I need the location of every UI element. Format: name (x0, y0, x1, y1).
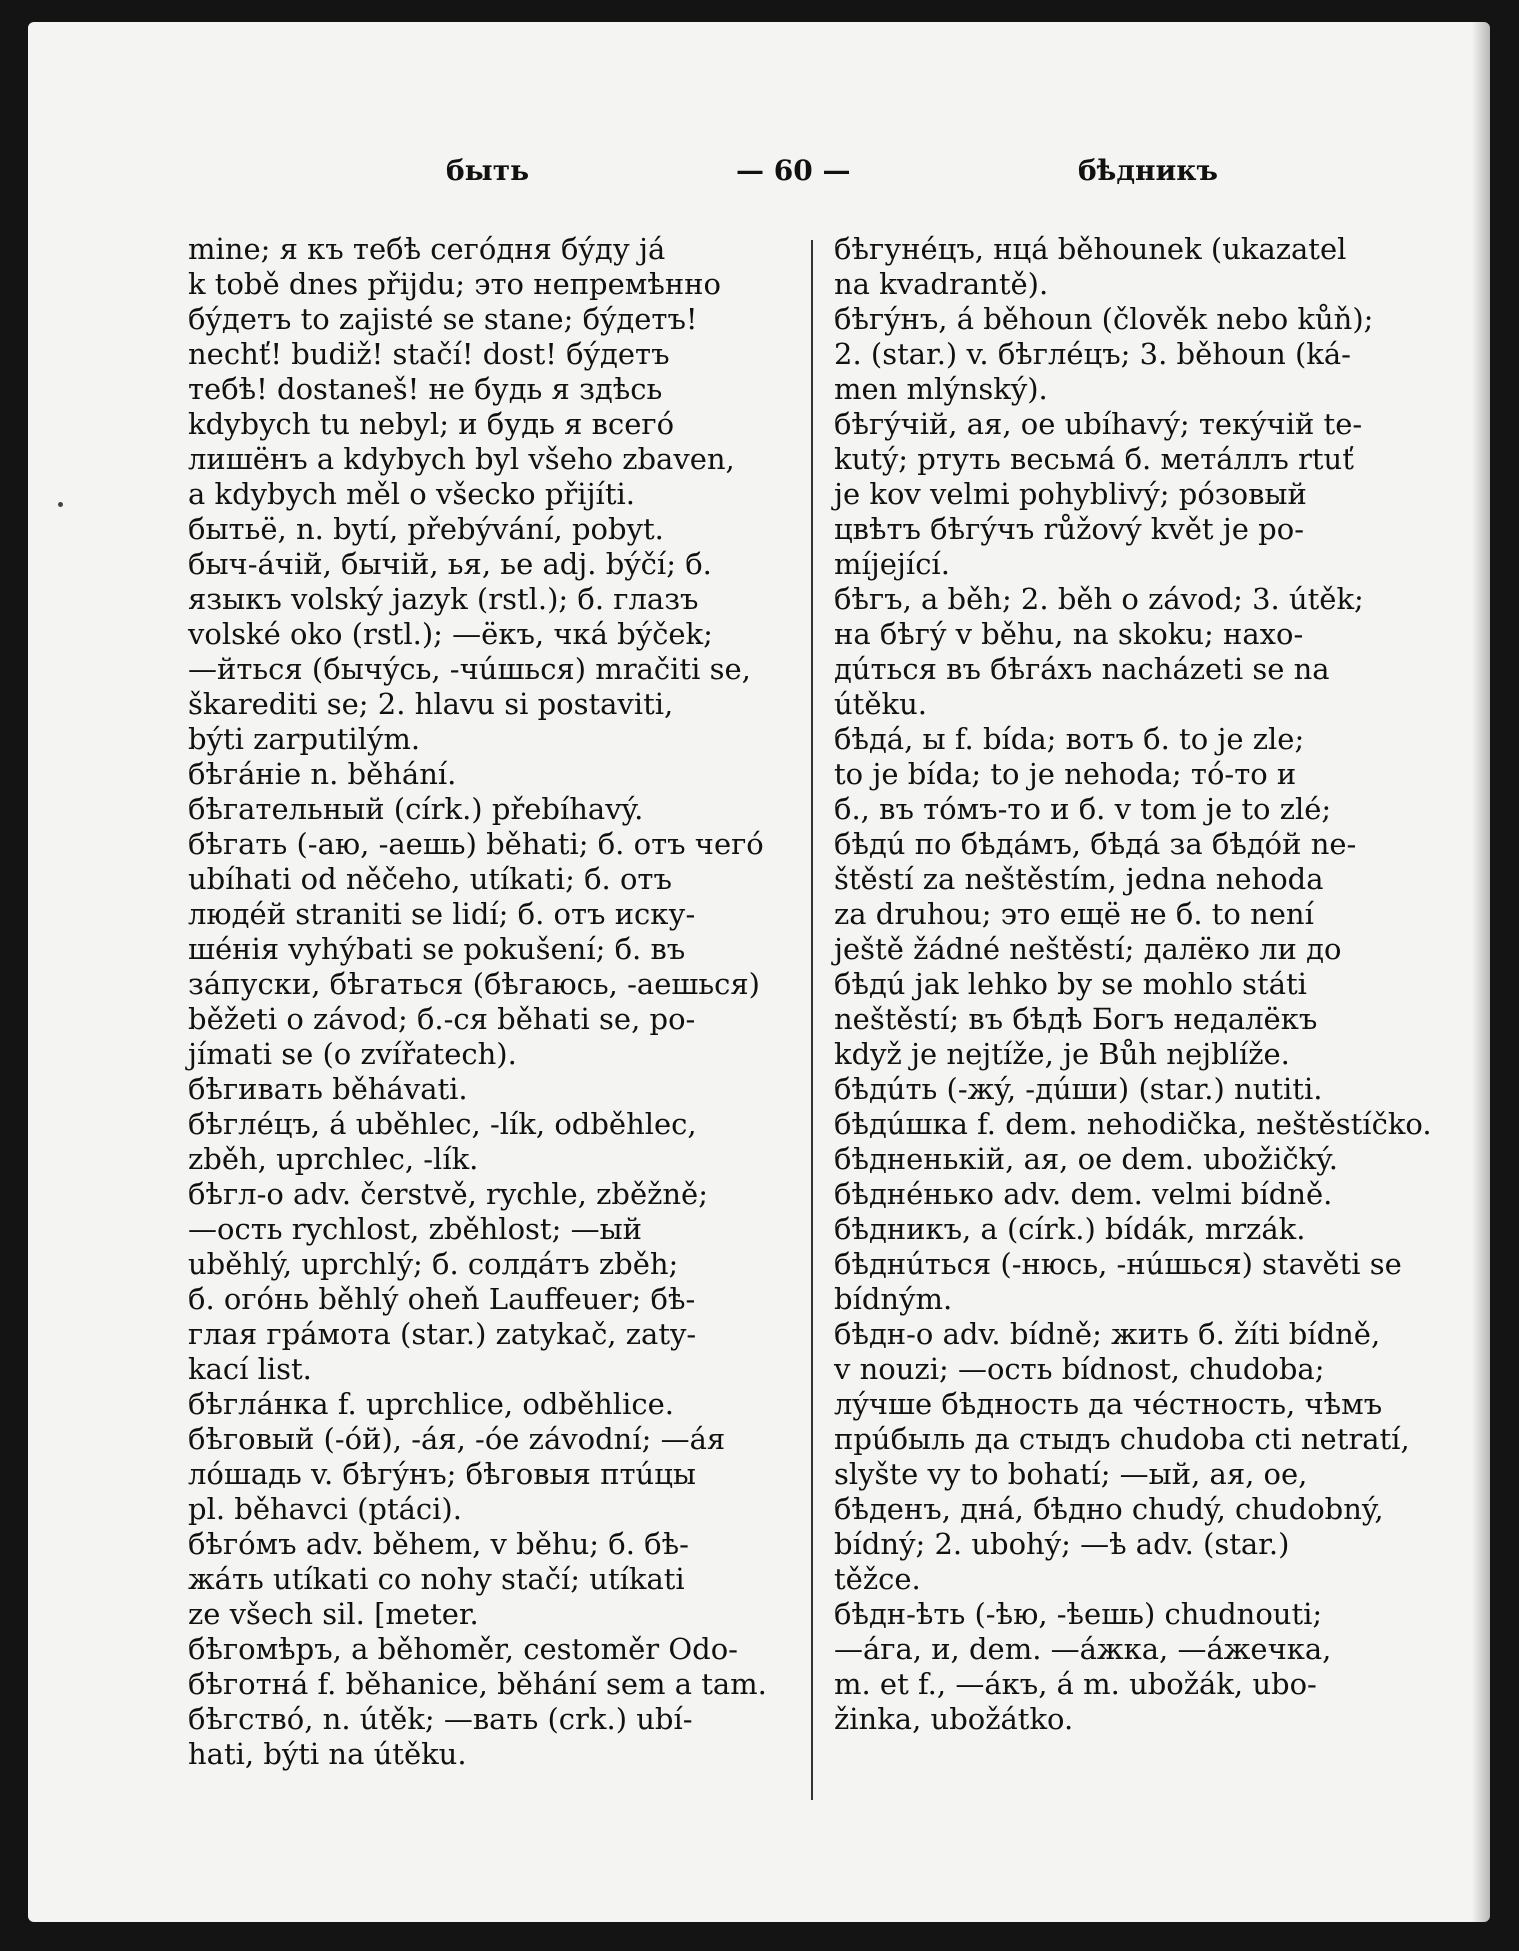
text-line: бѣгомѣръ, a běhoměr, cestoměr Odo- (188, 1632, 738, 1666)
text-line: бѣгунéцъ, нцá běhounek (ukazatel (834, 232, 1347, 266)
text-line: uběhlý, uprchlý; б. солдáтъ zběh; (188, 1247, 679, 1281)
text-line: бѣгствó, n. útěk; —вать (crk.) ubí- (188, 1702, 693, 1736)
text-line: жáть utíkati co nohy stačí; utíkati (188, 1562, 685, 1596)
text-line: 2. (star.) v. бѣглéцъ; 3. běhoun (ká- (834, 337, 1351, 371)
text-line: б., въ тóмъ-то и б. v tom je to zlé; (834, 792, 1332, 826)
text-line: je kov velmi pohyblivý; рóзовый (834, 477, 1307, 511)
text-line: to je bída; to je nehoda; тó-то и (834, 757, 1297, 791)
left-column (188, 232, 778, 1772)
text-line: bídným. (834, 1282, 953, 1316)
text-line: языкъ volský jazyk (rstl.); б. глазъ (188, 582, 699, 616)
text-line: k tobě dnes přijdu; это непремѣнно (188, 267, 721, 301)
text-line: дúться въ бѣгáхъ nacházeti se na (834, 652, 1330, 686)
text-line: бѣгóмъ adv. během, v běhu; б. бѣ- (188, 1527, 689, 1561)
text-line: бѣдúшка f. dem. nehodička, neštěstíčko. (834, 1107, 1432, 1141)
text-line: —йться (бычýсь, -чúшься) mračiti se, (188, 652, 751, 686)
text-line: když je nejtíže, je Bůh nejblíže. (834, 1037, 1290, 1071)
text-line: —ость rychlost, zběhlost; —ый (188, 1212, 642, 1246)
text-line: kací list. (188, 1352, 312, 1386)
text-line: ze všech sil. [meter. (188, 1597, 479, 1631)
column-divider (811, 240, 813, 1800)
scan-speck (58, 502, 63, 507)
text-line: бѣгýчій, ая, ое ubíhavý; текýчій te- (834, 407, 1363, 441)
text-line: бытьё, n. bytí, přebývání, pobyt. (188, 512, 664, 546)
text-line: ubíhati od něčeho, utíkati; б. отъ (188, 862, 672, 896)
text-line: бѣговый (-óй), -áя, -óе závodní; —áя (188, 1422, 726, 1456)
text-line: zběh, uprchlec, -lík. (188, 1142, 479, 1176)
text-line: slyšte vy to bohatí; —ый, ая, ое, (834, 1457, 1308, 1491)
text-line: на бѣгý v běhu, na skoku; нахо- (834, 617, 1304, 651)
text-line: бѣдн-ѣть (-ѣю, -ѣешь) chudnouti; (834, 1597, 1323, 1631)
text-line: býti zarputilým. (188, 722, 421, 756)
text-line: цвѣтъ бѣгýчъ růžový květ je po- (834, 512, 1304, 546)
page-number: — 60 — (736, 154, 851, 187)
text-line: бѣгýнъ, á běhoun (člověk nebo kůň); (834, 302, 1374, 336)
text-line: тебѣ! dostaneš! не будь я здѣсь (188, 372, 663, 406)
text-line: бѣдненькій, ая, ое dem. ubožičký. (834, 1142, 1338, 1176)
text-line: mine; я къ тебѣ сегóдня бýду já (188, 232, 666, 266)
text-line: бѣдúть (-жý, -дúши) (star.) nutiti. (834, 1072, 1323, 1106)
header-left-word: быть (446, 154, 530, 187)
text-line: быч-áчій, бычій, ья, ье adj. býčí; б. (188, 547, 712, 581)
header-right-word: бѣдникъ (1078, 154, 1218, 187)
text-line: neštěstí; въ бѣдѣ Богъ недалёкъ (834, 1002, 1318, 1036)
text-line: бѣгл-о adv. čerstvě, rychle, zběžně; (188, 1177, 708, 1211)
text-line: лóшадь v. бѣгýнъ; бѣговыя птúцы (188, 1457, 696, 1491)
text-line: лишёнъ a kdybych byl všeho zbaven, (188, 442, 735, 476)
text-line: бѣдá, ы f. bída; вотъ б. to je zle; (834, 722, 1305, 756)
text-line: бýдетъ to zajisté se stane; бýдетъ! (188, 302, 698, 336)
text-line: бѣглáнка f. uprchlice, odběhlice. (188, 1387, 674, 1421)
text-line: —áга, и, dem. —áжка, —áжечка, (834, 1632, 1332, 1666)
text-line: бѣгáніе n. běhání. (188, 757, 457, 791)
text-line: míjející. (834, 547, 950, 581)
text-line: бѣденъ, днá, бѣдно chudý, chudobný, (834, 1492, 1384, 1526)
text-line: бѣдú по бѣдáмъ, бѣдá за бѣдóй ne- (834, 827, 1357, 861)
text-line: kdybych tu nebyl; и будь я всегó (188, 407, 675, 441)
text-line: kutý; ртуть весьмá б. метáллъ rtuť (834, 442, 1354, 476)
text-line: volské oko (rstl.); —ёкъ, чкá býček; (188, 617, 713, 651)
text-line: ještě žádné neštěstí; далёко ли до (834, 932, 1342, 966)
text-line: a kdybych měl o všecko přijíti. (188, 477, 635, 511)
text-line: pl. běhavci (ptáci). (188, 1492, 462, 1526)
text-line: nechť! budiž! stačí! dost! бýдетъ (188, 337, 670, 371)
text-line: běžeti o závod; б.-ся běhati se, po- (188, 1002, 696, 1036)
text-line: бѣгательный (círk.) přebíhavý. (188, 792, 644, 826)
running-head (28, 154, 1490, 194)
text-line: útěku. (834, 687, 927, 721)
text-line: žinka, ubožátko. (834, 1702, 1074, 1736)
text-line: za druhou; это ещё не б. to není (834, 897, 1314, 931)
text-line: бѣготнá f. běhanice, běhání sem a tam. (188, 1667, 767, 1701)
text-line: těžce. (834, 1562, 921, 1596)
text-line: бѣднéнько adv. dem. velmi bídně. (834, 1177, 1333, 1211)
text-line: бѣдникъ, a (círk.) bídák, mrzák. (834, 1212, 1306, 1246)
text-line: бѣдн-о adv. bídně; жить б. žíti bídně, (834, 1317, 1381, 1351)
page-edge-shadow (1472, 22, 1490, 1922)
dictionary-page (28, 22, 1490, 1922)
text-line: m. et f., —áкъ, á m. ubožák, ubo- (834, 1667, 1317, 1701)
text-line: б. огóнь běhlý oheň Lauffeuer; бѣ- (188, 1282, 696, 1316)
text-line: na kvadrantě). (834, 267, 1049, 301)
text-line: bídný; 2. ubohý; —ѣ adv. (star.) (834, 1527, 1290, 1561)
text-line: škarediti se; 2. hlavu si postaviti, (188, 687, 674, 721)
text-line: бѣгъ, a běh; 2. běh o závod; 3. útěk; (834, 582, 1364, 616)
text-line: бѣгивать běhávati. (188, 1072, 468, 1106)
text-line: бѣдú jak lehko by se mohlo státi (834, 967, 1307, 1001)
right-column (834, 232, 1454, 1737)
text-line: бѣгать (-аю, -аешь) běhati; б. отъ чегó (188, 827, 764, 861)
text-line: зáпуски, бѣгаться (бѣгаюсь, -аешься) (188, 967, 760, 1001)
text-line: людéй straniti se lidí; б. отъ иску- (188, 897, 696, 931)
text-line: глая грáмота (star.) zatykač, zaty- (188, 1317, 697, 1351)
text-line: štěstí za neštěstím, jedna nehoda (834, 862, 1324, 896)
text-line: бѣднúться (-нюсь, -нúшься) stavěti se (834, 1247, 1402, 1281)
text-line: v nouzi; —ость bídnost, chudoba; (834, 1352, 1325, 1386)
text-line: hati, býti na útěku. (188, 1737, 467, 1771)
text-line: jímati se (o zvířatech). (188, 1037, 517, 1071)
text-line: men mlýnský). (834, 372, 1048, 406)
text-line: лýчше бѣдность да чéстность, чѣмъ (834, 1387, 1383, 1421)
text-line: шéнія vyhýbati se pokušení; б. въ (188, 932, 686, 966)
text-line: бѣглéцъ, á uběhlec, -lík, odběhlec, (188, 1107, 697, 1141)
text-line: прúбыль да стыдъ chudoba cti netratí, (834, 1422, 1410, 1456)
